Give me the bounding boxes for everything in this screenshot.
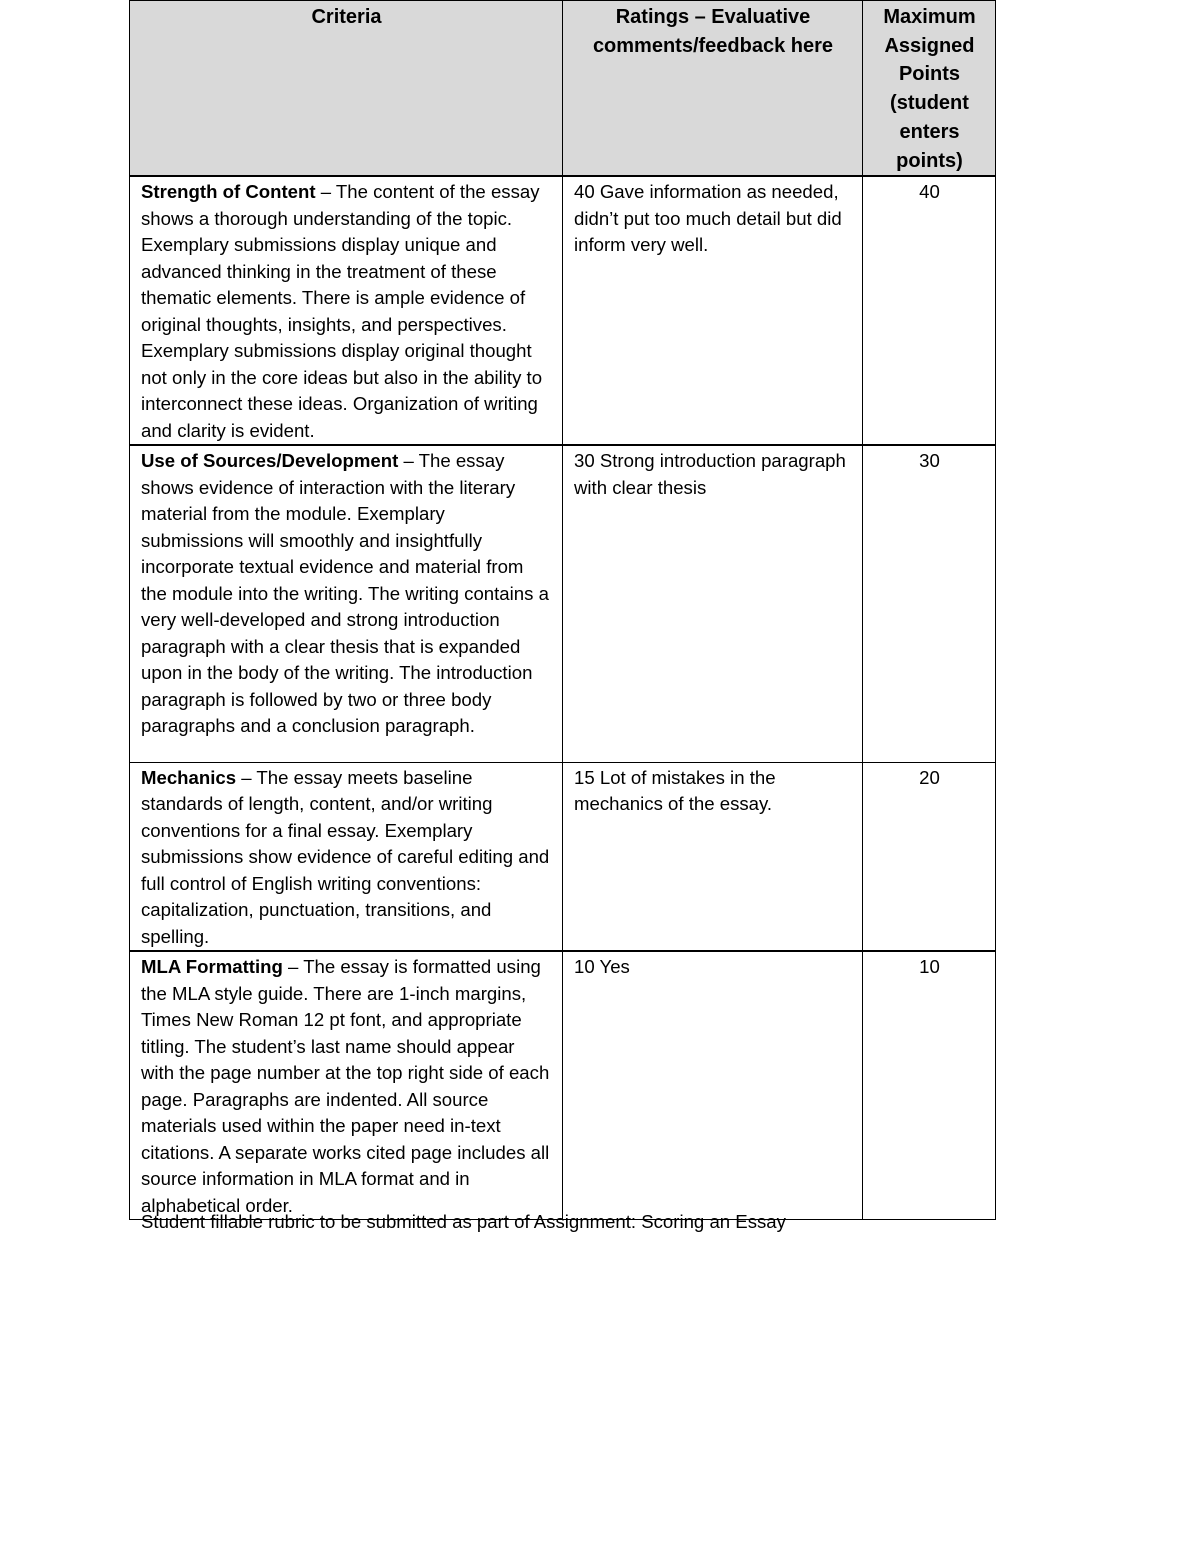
criteria-cell <box>130 445 563 762</box>
header-max-points: Maximum Assigned Points (student enters points) <box>863 1 996 177</box>
criteria-title: Mechanics <box>141 766 237 788</box>
table-row <box>130 176 996 445</box>
criteria-cell <box>130 951 563 1220</box>
rating-cell[interactable]: 30 Strong introduction paragraph with clear thesis <box>563 445 863 762</box>
header-row <box>130 1 996 177</box>
rating-cell[interactable]: 15 Lot of mistakes in the mechanics of the essay. <box>563 762 863 951</box>
criteria-description: The essay is formatted using the MLA style guide. There are 1-inch margins, Times New Roman 12 pt font, and appropriate titling. The student’s last name should appear with the page number at the top right side of each page. Paragraphs are indented. All source materials used within the paper need in-text citations. A separate works cited page includes all source information in MLA format and in alphabetical order. <box>141 956 550 1216</box>
table-row <box>130 445 996 762</box>
criteria-separator: – <box>315 181 336 203</box>
criteria-description: The essay meets baseline standards of length, content, and/or writing conventions for a final essay. Exemplary submissions show evidence of careful editing and full control of English writing conventions: capitalization, punctuation, transitions, and spelling. <box>141 766 550 947</box>
criteria-cell <box>130 176 563 445</box>
criteria-title: Strength of Content <box>141 181 316 203</box>
rubric-table <box>129 0 996 1220</box>
points-cell[interactable]: 40 <box>863 176 996 445</box>
criteria-description: The essay shows evidence of interaction with the literary material from the module. Exemplary submissions will smoothly and insightfully incorporate textual evidence and material from the module into the writing. The writing contains a very well-developed and strong introduction paragraph with a clear thesis that is expanded upon in the body of the writing. The introduction paragraph is followed by two or three body paragraphs and a conclusion paragraph. <box>141 450 549 737</box>
criteria-title: MLA Formatting <box>141 956 283 978</box>
rating-cell[interactable]: 40 Gave information as needed, didn’t put too much detail but did inform very well. <box>563 176 863 445</box>
points-cell[interactable]: 20 <box>863 762 996 951</box>
header-criteria: Criteria <box>130 1 563 177</box>
points-cell[interactable]: 30 <box>863 445 996 762</box>
rating-cell[interactable]: 10 Yes <box>563 951 863 1220</box>
criteria-separator: – <box>398 450 419 472</box>
criteria-separator: – <box>282 956 304 978</box>
table-row <box>130 951 996 1220</box>
criteria-description: The content of the essay shows a thorough understanding of the topic. Exemplary submissions display unique and advanced thinking in the treatment of these thematic elements. There is ample evidence of original thoughts, insights, and perspectives. Exemplary submissions display original thought not only in the core ideas but also in the ability to interconnect these ideas. Organization of writing and clarity is evident. <box>141 181 543 441</box>
criteria-title: Use of Sources/Development <box>141 450 399 472</box>
criteria-cell <box>130 762 563 951</box>
table-row <box>130 762 996 951</box>
criteria-separator: – <box>236 766 257 788</box>
points-cell[interactable]: 10 <box>863 951 996 1220</box>
rubric-caption: Student fillable rubric to be submitted as part of Assignment: Scoring an Essay <box>141 1211 786 1232</box>
header-ratings: Ratings – Evaluative comments/feedback here <box>563 1 863 177</box>
